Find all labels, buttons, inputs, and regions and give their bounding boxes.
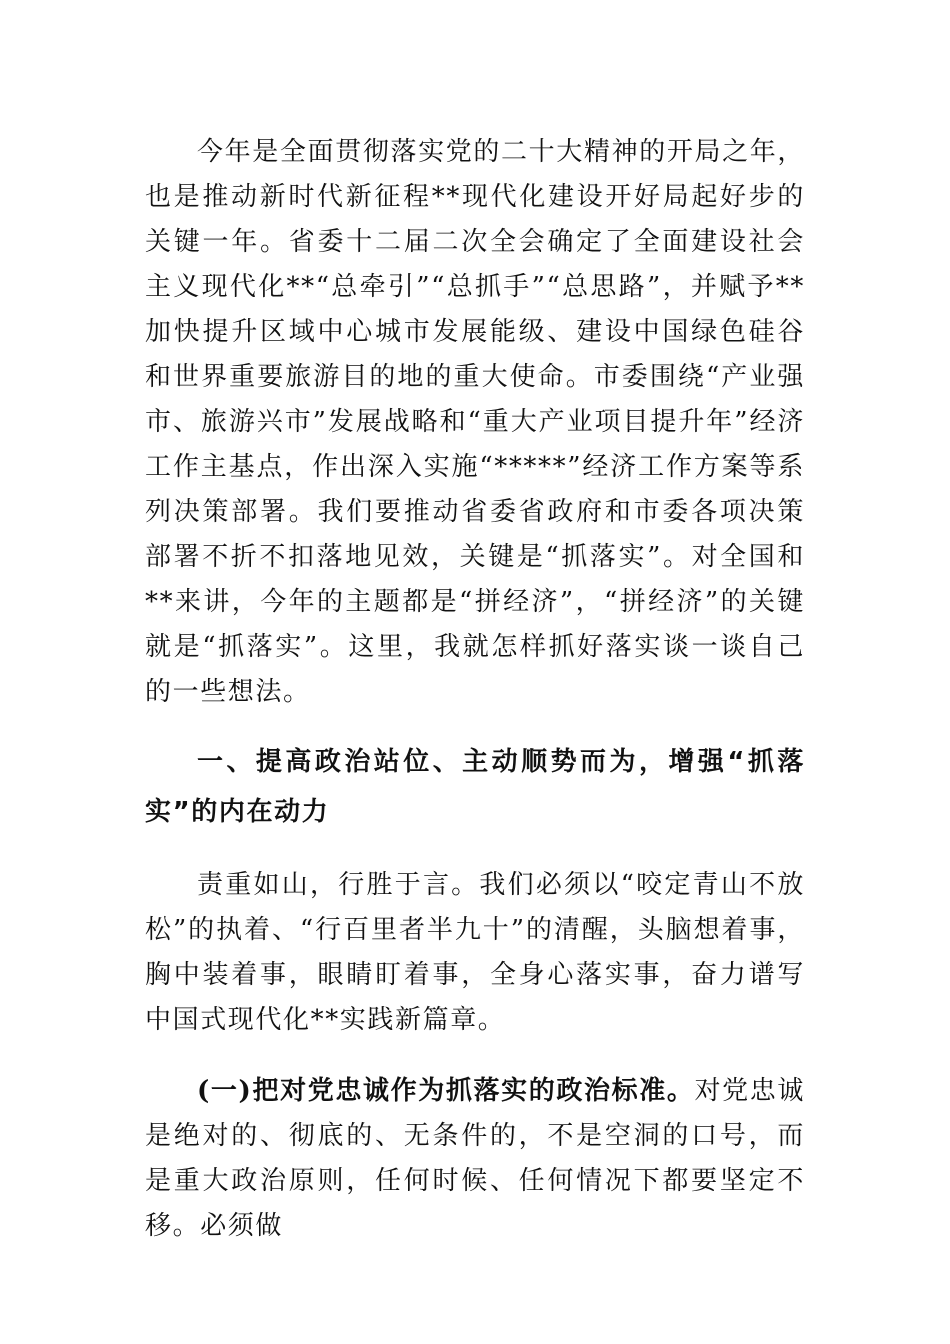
intro-paragraph: 今年是全面贯彻落实党的二十大精神的开局之年，也是推动新时代新征程**现代化建设开好局起好步的关键一年。省委十二届二次全会确定了全面建设社会主义现代化**“总牵引”“总抓手”“总思路”，并赋予**加快提升区域中心城市发展能级、建设中国绿色硅谷和世界重要旅游目的地的重大使命。市委围绕“产业强市、旅游兴市”发展战略和“重大产业项目提升年”经济工作主基点，作出深入实施“*****”经济工作方案等系列决策部署。我们要推动省委省政府和市委各项决策部署不折不扣落地见效，关键是“抓落实”。对全国和**来讲，今年的主题都是“拼经济”，“拼经济”的关键就是“抓落实”。这里，我就怎样抓好落实谈一谈自己的一些想法。 — [145, 137, 805, 707]
body-paragraph-2: 责重如山，行胜于言。我们必须以“咬定青山不放松”的执着、“行百里者半九十”的清醒，头脑想着事，胸中装着事，眼睛盯着事，全身心落实事，奋力谱写中国式现代化**实践新篇章。 — [145, 870, 805, 1035]
section-heading-1: 一、提高政治站位、主动顺势而为，增强“抓落实”的内在动力 — [145, 747, 805, 827]
subsection-paragraph-1 — [145, 1069, 805, 1249]
subsection-body-1: 对党忠诚是绝对的、彻底的、无条件的，不是空洞的口号，而是重大政治原则，任何时候、任何情况下都要坚定不移。必须做 — [145, 1076, 805, 1241]
subsection-title-1: (一)把对党忠诚作为抓落实的政治标准。 — [197, 1076, 695, 1106]
document-page — [145, 130, 805, 1249]
